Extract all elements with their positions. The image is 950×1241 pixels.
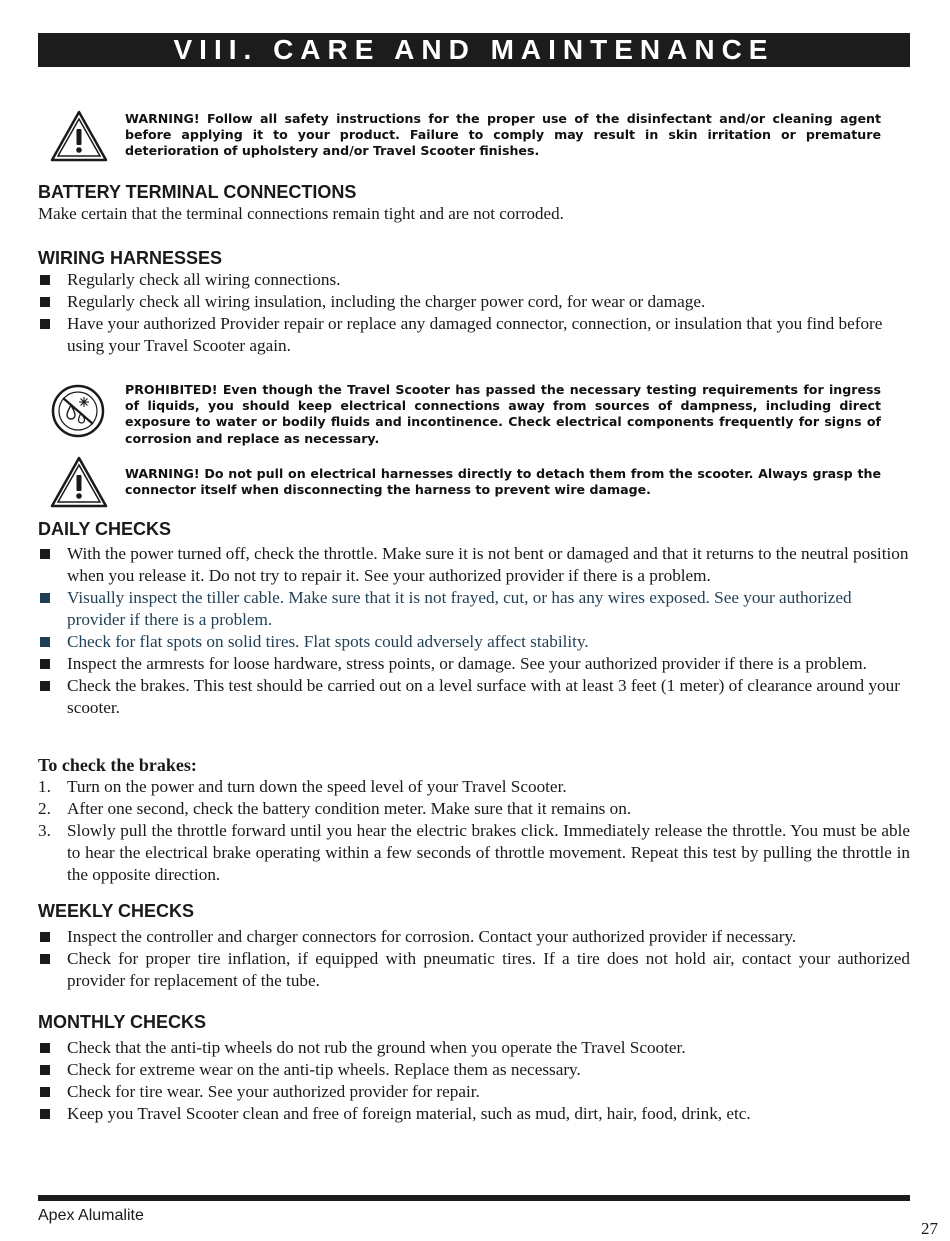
harness-warning-notice	[38, 456, 910, 512]
cleaning-warning-text: WARNING! Follow all safety instructions for the proper use of the disinfectant and/or cleaning agent before applying it to your product. Failure to comply may result in skin irritation or premature deterioration of upholstery and/or Travel Scooter finishes.	[125, 111, 881, 159]
list-item: Check the brakes. This test should be carried out on a level surface with at least 3 feet (1 meter) of clearance around your scooter.	[38, 675, 910, 719]
monthly-heading: MONTHLY CHECKS	[38, 1012, 207, 1032]
weekly-list	[38, 926, 910, 992]
weekly-section	[38, 900, 910, 992]
list-item: Check that the anti-tip wheels do not rub the ground when you operate the Travel Scooter.	[38, 1037, 910, 1059]
brakes-steps	[38, 776, 910, 886]
list-item: Inspect the armrests for loose hardware, stress points, or damage. See your authorized provider if there is a problem.	[38, 653, 910, 675]
list-item: 2. After one second, check the battery condition meter. Make sure that it remains on.	[38, 799, 632, 818]
bullet	[40, 637, 50, 647]
list-item: Inspect the controller and charger connectors for corrosion. Contact your authorized provider if necessary.	[38, 926, 910, 948]
bullet	[40, 549, 50, 559]
wiring-heading: WIRING HARNESSES	[38, 248, 223, 268]
list-item: Regularly check all wiring insulation, including the charger power cord, for wear or damage.	[38, 291, 910, 313]
list-item: Keep you Travel Scooter clean and free of foreign material, such as mud, dirt, hair, food, drink, etc.	[38, 1103, 910, 1125]
bullet	[40, 681, 50, 691]
battery-heading: BATTERY TERMINAL CONNECTIONS	[38, 182, 357, 202]
bullet	[40, 275, 50, 285]
bullet	[40, 319, 50, 329]
warning-triangle-icon	[50, 110, 108, 162]
footer-rule	[38, 1195, 910, 1201]
bullet	[40, 954, 50, 964]
battery-section	[38, 181, 910, 225]
bullet	[40, 659, 50, 669]
no-moisture-prohibited-icon	[50, 383, 106, 439]
daily-list	[38, 543, 910, 719]
chapter-banner: VIII. CARE AND MAINTENANCE	[38, 33, 910, 67]
list-item: Visually inspect the tiller cable. Make sure that it is not frayed, cut, or has any wires exposed. See your authorized provider if there is a problem.	[38, 587, 910, 631]
list-item: 3. Slowly pull the throttle forward until you hear the electric brakes click. Immediately release the throttle. You must be able to hear the electrical brake operating within a few seconds of throttle movement. Repeat this test by pulling the throttle in the opposite direction.	[38, 821, 910, 884]
weekly-heading: WEEKLY CHECKS	[38, 901, 195, 921]
warning-triangle-icon	[50, 456, 108, 508]
daily-heading: DAILY CHECKS	[38, 519, 172, 539]
list-item: 1. Turn on the power and turn down the speed level of your Travel Scooter.	[38, 777, 567, 796]
prohibited-notice	[38, 380, 910, 450]
bullet	[40, 1065, 50, 1075]
step-number: 1.	[38, 777, 51, 796]
footer-product-name: Apex Alumalite	[38, 1207, 144, 1224]
wiring-list	[38, 269, 910, 357]
bullet	[40, 932, 50, 942]
daily-section	[38, 518, 910, 719]
bullet	[40, 1109, 50, 1119]
list-item: Check for proper tire inflation, if equipped with pneumatic tires. If a tire does not hold air, contact your authorized provider for replacement of the tube.	[38, 948, 910, 992]
list-item: Have your authorized Provider repair or replace any damaged connector, connection, or insulation that you find before using your Travel Scooter again.	[38, 313, 910, 357]
list-item: Check for tire wear. See your authorized provider for repair.	[38, 1081, 910, 1103]
page-number: 27	[921, 1219, 938, 1238]
bullet	[40, 1087, 50, 1097]
monthly-list	[38, 1037, 910, 1125]
list-item: With the power turned off, check the throttle. Make sure it is not bent or damaged and that it returns to the neutral position when you release it. Do not try to repair it. See your authorized provider if there is a problem.	[38, 543, 910, 587]
list-item: Check for flat spots on solid tires. Flat spots could adversely affect stability.	[38, 631, 910, 653]
bullet	[40, 593, 50, 603]
list-item: Regularly check all wiring connections.	[38, 269, 910, 291]
list-item: Check for extreme wear on the anti-tip wheels. Replace them as necessary.	[38, 1059, 910, 1081]
brakes-heading: To check the brakes:	[38, 755, 197, 775]
prohibited-text: PROHIBITED! Even though the Travel Scooter has passed the necessary testing requirements for ingress of liquids, you should keep electrical connections away from sources of dampness, including direct exposure to water or bodily fluids and incontinence. Check electrical components frequently for signs of corrosion and replace as necessary.	[125, 382, 881, 446]
wiring-section	[38, 247, 910, 357]
harness-warning-text: WARNING! Do not pull on electrical harnesses directly to detach them from the scooter. Always grasp the connector itself when disconnecting the harness to prevent wire damage.	[125, 466, 881, 498]
monthly-section	[38, 1011, 910, 1125]
step-number: 2.	[38, 799, 51, 818]
bullet	[40, 1043, 50, 1053]
brakes-section	[38, 754, 910, 886]
battery-text: Make certain that the terminal connections remain tight and are not corroded.	[38, 204, 564, 223]
step-number: 3.	[38, 821, 51, 840]
cleaning-warning-notice	[38, 108, 910, 168]
bullet	[40, 297, 50, 307]
